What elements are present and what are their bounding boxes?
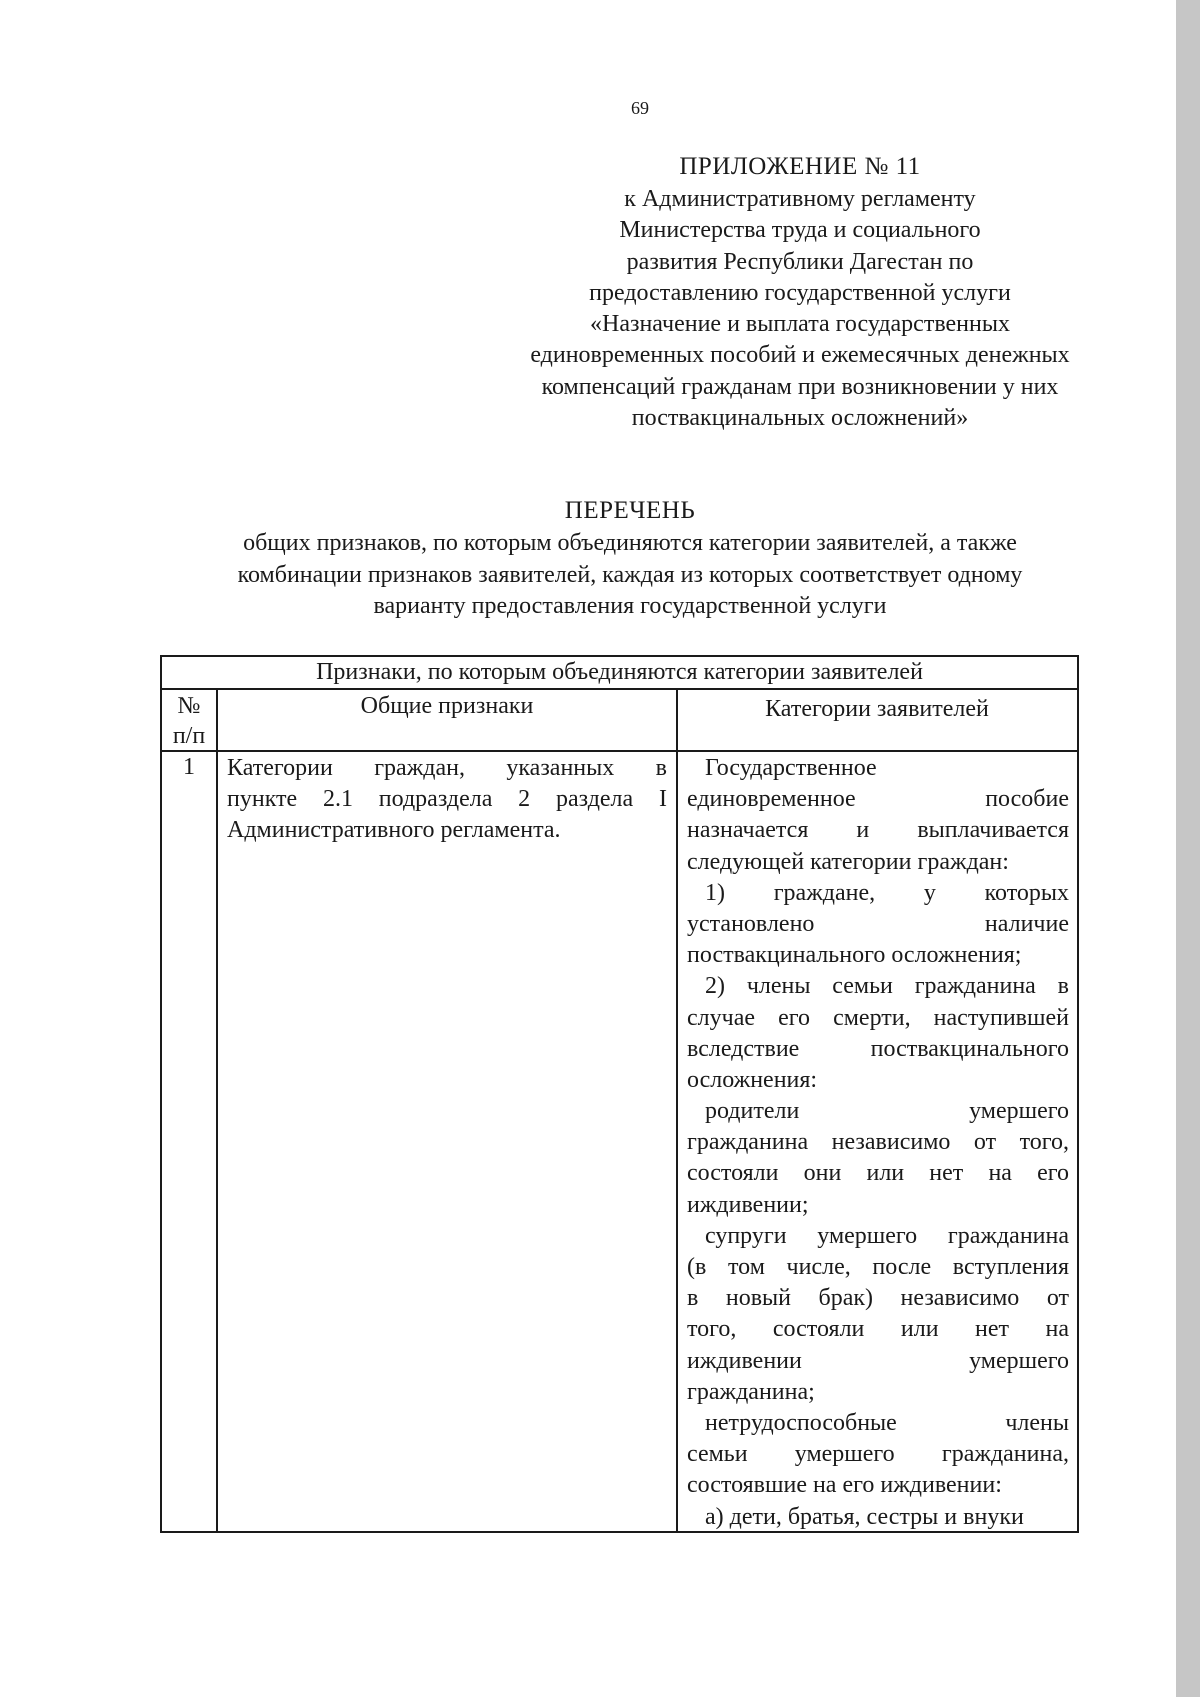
- appendix-line: поствакцинальных осложнений»: [631, 405, 969, 432]
- column-header-number-abbr: п/п: [172, 723, 206, 749]
- list-subtitle-line: общих признаков, по которым объединяются категории заявителей, а также: [243, 530, 1017, 556]
- text-line: гражданина независимо от того,: [687, 1129, 1069, 1156]
- text-line: гражданина;: [687, 1378, 815, 1405]
- appendix-line: единовременных пособий и ежемесячных денежных: [530, 342, 1070, 369]
- text-line: Административного регламента.: [227, 817, 561, 844]
- column-header-general: Общие признаки: [360, 693, 534, 719]
- scan-right-margin: [1176, 0, 1200, 1697]
- text-line: установлено наличие: [687, 910, 1069, 937]
- applicant-categories-cell: [687, 753, 1069, 1533]
- text-line: нетрудоспособные члены: [705, 1409, 1069, 1436]
- text-line: следующей категории граждан:: [687, 848, 1009, 875]
- appendix-line: компенсаций гражданам при возникновении у них: [541, 373, 1059, 400]
- text-line: иждивении;: [687, 1191, 809, 1218]
- text-line: пункте 2.1 подраздела 2 раздела I: [227, 786, 667, 813]
- table-border-left: [160, 655, 162, 1532]
- general-criteria-cell: [227, 753, 667, 847]
- text-line: а) дети, братья, сестры и внуки: [705, 1503, 1024, 1530]
- text-line: состоявшие на его иждивении:: [687, 1472, 1002, 1499]
- table-col-divider-2: [676, 688, 678, 1532]
- column-header-number-symbol: №: [177, 693, 201, 719]
- appendix-line: развития Республики Дагестан по: [626, 248, 974, 275]
- text-line: иждивении умершего: [687, 1347, 1069, 1374]
- row-number-cell: 1: [183, 754, 195, 780]
- table-rule-header-bottom: [160, 750, 1079, 752]
- text-line: родители умершего: [705, 1098, 1069, 1125]
- list-subtitle-line: варианту предоставления государственной услуги: [373, 593, 887, 619]
- text-line: супруги умершего гражданина: [705, 1222, 1069, 1249]
- criteria-table: [160, 655, 1079, 1532]
- page-number: 69: [631, 98, 649, 118]
- appendix-line: предоставлению государственной услуги: [589, 279, 1011, 306]
- text-line: назначается и выплачивается: [687, 817, 1069, 844]
- text-line: поствакцинального осложнения;: [687, 942, 1022, 969]
- text-line: в новый брак) независимо от: [687, 1285, 1069, 1312]
- appendix-line: Министерства труда и социального: [619, 217, 981, 244]
- text-line: (в том числе, после вступления: [687, 1254, 1069, 1280]
- text-line: Государственное: [705, 755, 877, 781]
- text-line: Категории граждан, указанных в: [227, 755, 667, 781]
- table-border-right: [1077, 655, 1079, 1532]
- appendix-line: «Назначение и выплата государственных: [590, 311, 1010, 338]
- list-title: ПЕРЕЧЕНЬ: [564, 497, 696, 524]
- table-group-header: Признаки, по которым объединяются категории заявителей: [316, 659, 923, 685]
- text-line: того, состояли или нет на: [687, 1316, 1069, 1343]
- appendix-line: к Административному регламенту: [624, 186, 976, 212]
- text-line: осложнения:: [687, 1066, 818, 1093]
- list-subtitle-line: комбинации признаков заявителей, каждая из которых соответствует одному: [237, 561, 1023, 588]
- list-heading: [180, 494, 1080, 623]
- column-header-categories: Категории заявителей: [765, 696, 989, 722]
- column-header-number: [162, 691, 216, 751]
- text-line: семьи умершего гражданина,: [687, 1441, 1069, 1468]
- table-col-divider-1: [216, 688, 218, 1532]
- text-line: случае его смерти, наступившей: [687, 1004, 1069, 1031]
- text-line: 2) члены семьи гражданина в: [705, 973, 1069, 1000]
- text-line: вследствие поствакцинального: [687, 1035, 1069, 1062]
- text-line: состояли они или нет на его: [687, 1160, 1069, 1187]
- text-line: единовременное пособие: [687, 786, 1069, 813]
- text-line: 1) граждане, у которых: [705, 879, 1069, 906]
- appendix-title: ПРИЛОЖЕНИЕ № 11: [679, 153, 921, 180]
- appendix-header: [480, 150, 1120, 434]
